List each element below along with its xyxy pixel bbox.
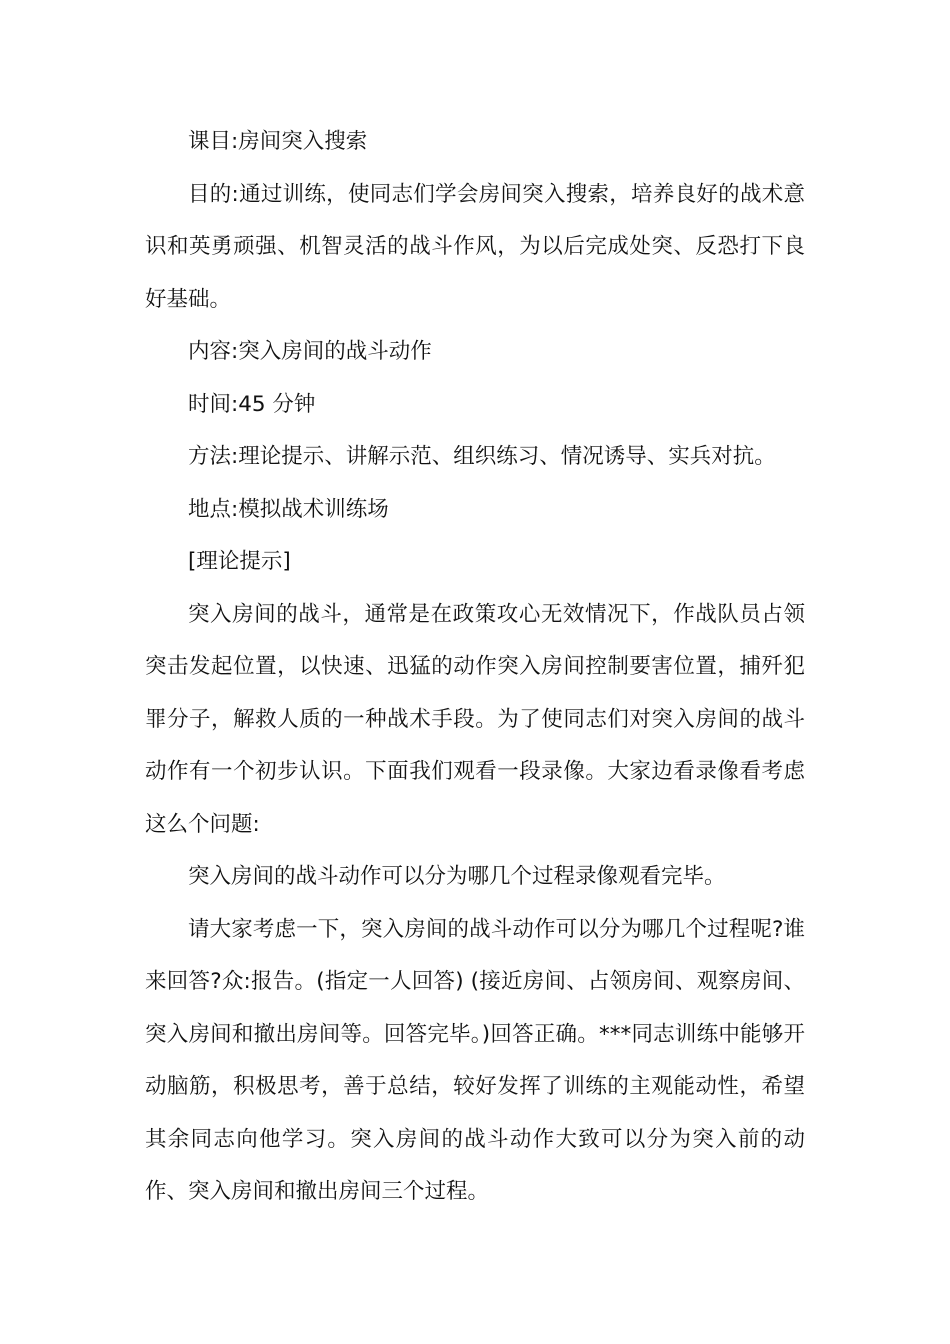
- section-heading-theory: [理论提示]: [188, 549, 291, 574]
- method-line: 方法:理论提示、讲解示范、组织练习、情况诱导、实兵对抗。: [188, 444, 776, 469]
- content-line: 内容:突入房间的战斗动作: [188, 339, 432, 364]
- document-body: [145, 116, 805, 1219]
- purpose-paragraph: 目的:通过训练，使同志们学会房间突入搜索，培养良好的战术意识和英勇顽强、机智灵活的战斗作风，为以后完成处突、反恐打下良好基础。: [145, 181, 805, 312]
- question-paragraph: 突入房间的战斗动作可以分为哪几个过程录像观看完毕。: [188, 864, 726, 889]
- location-line: 地点:模拟战术训练场: [188, 496, 389, 522]
- theory-paragraph: 突入房间的战斗，通常是在政策攻心无效情况下，作战队员占领突击发起位置，以快速、迅猛的动作突入房间控制要害位置，捕歼犯罪分子，解救人质的一种战术手段。为了使同志们对突入房间的战斗动作有一个初步认识。下面我们观看一段录像。大家边看录像看考虑这么个问题:: [145, 601, 805, 837]
- discussion-paragraph: 请大家考虑一下，突入房间的战斗动作可以分为哪几个过程呢?谁来回答?众:报告。(指定一人回答) (接近房间、占领房间、观察房间、突入房间和撤出房间等。回答完毕。)回答正确。***同志训练中能够开动脑筋，积极思考，善于总结，较好发挥了训练的主观能动性，希望其余同志向他学习。突入房间的战斗动作大致可以分为突入前的动作、突入房间和撤出房间三个过程。: [145, 916, 805, 1204]
- time-line: 时间:45 分钟: [188, 391, 316, 417]
- course-title-line: 课目:房间突入搜索: [188, 129, 368, 154]
